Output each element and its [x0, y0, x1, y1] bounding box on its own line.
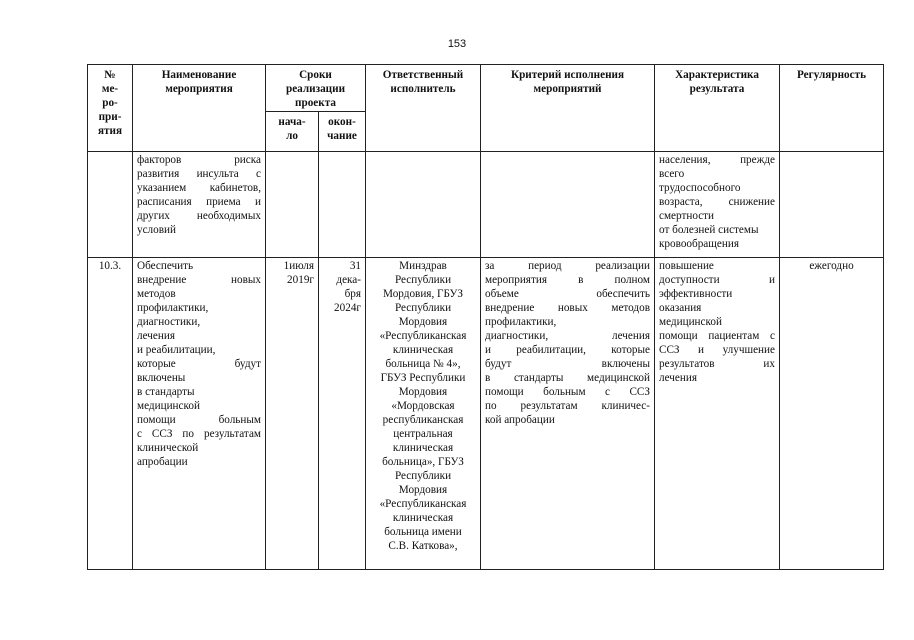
text-line: указанием кабинетов,	[137, 182, 261, 194]
header-name	[133, 65, 266, 152]
text-line: клиническая	[392, 512, 454, 524]
text-line: лечения	[137, 330, 175, 342]
text-line: республиканская	[382, 414, 464, 426]
text-line: кой апробации	[485, 414, 555, 426]
text-line: которые будут	[137, 358, 261, 370]
text-line: Обеспечить	[137, 260, 194, 272]
header-criterion	[481, 65, 655, 152]
text-line: включены	[137, 372, 186, 384]
text-line: проекта	[295, 97, 336, 109]
text-line: апробации	[137, 456, 188, 468]
text-line: Ответственный	[382, 69, 464, 81]
text-line: Сроки	[299, 69, 332, 81]
text-line: объеме обеспечить	[485, 288, 650, 300]
text-line: за период реализации	[485, 260, 650, 272]
cell-name	[133, 152, 266, 258]
header-start	[266, 112, 319, 152]
cell-start	[266, 152, 319, 258]
header-terms	[266, 65, 366, 112]
text-line: диагностики, лечения	[485, 330, 650, 342]
text-line: Республики	[394, 470, 452, 482]
text-line: возраста, снижение	[659, 196, 775, 208]
text-line: С.В. Каткова»,	[388, 540, 458, 552]
text-line: больница», ГБУЗ	[382, 456, 464, 468]
text-line: Республики	[394, 274, 452, 286]
header-number	[88, 65, 133, 152]
text-line: Мордовия	[398, 316, 448, 328]
header-result	[655, 65, 780, 152]
text-line: «Республиканская	[379, 498, 467, 510]
text-line: Республики	[394, 302, 452, 314]
text-line: мероприятия	[165, 83, 233, 95]
text-line: центральная	[393, 428, 453, 440]
text-line: помощи больным	[137, 414, 261, 426]
header-end	[319, 112, 366, 152]
text-line: чание	[327, 130, 357, 142]
header-executor	[366, 65, 481, 152]
table-row	[88, 152, 884, 258]
cell-name	[133, 258, 266, 570]
text-line: ССЗ и улучшение	[659, 344, 775, 356]
text-line: внедрение новых	[137, 274, 261, 286]
text-line: исполнитель	[390, 83, 456, 95]
text-line: развития инсульта с	[137, 168, 261, 180]
text-line: бря	[344, 288, 361, 300]
cell-executor	[366, 258, 481, 570]
text-line: нача-	[278, 116, 306, 128]
text-line: «Мордовская	[391, 400, 455, 412]
text-line: ме-	[101, 83, 119, 95]
action-plan-table	[87, 64, 884, 570]
text-line: факторов риска	[137, 154, 261, 166]
text-line: помощи пациентам с	[659, 330, 775, 342]
text-line: 1июля	[283, 260, 314, 272]
text-line: профилактики,	[485, 316, 557, 328]
text-line: клинической	[137, 442, 199, 454]
text-line: больница № 4»,	[385, 358, 461, 370]
text-line: медицинской	[137, 400, 200, 412]
text-line: эффективности	[659, 288, 733, 300]
text-line: №	[104, 69, 116, 81]
text-line: профилактики,	[137, 302, 209, 314]
text-line: больница имени	[384, 526, 462, 538]
text-line: при-	[98, 111, 122, 123]
cell-regularity	[780, 152, 884, 258]
cell-end	[319, 258, 366, 570]
text-line: ро-	[102, 97, 118, 109]
text-line: лечения	[659, 372, 697, 384]
text-line: в стандарты	[137, 386, 195, 398]
text-line: и реабилитации,	[137, 344, 216, 356]
text-line: в стандарты медицинской	[485, 372, 650, 384]
text-line: доступности и	[659, 274, 775, 286]
text-line: Минздрав	[399, 260, 447, 272]
text-line: всего	[659, 168, 685, 180]
text-line: смертности	[659, 210, 715, 222]
cell-criterion	[481, 152, 655, 258]
text-line: методов	[137, 288, 176, 300]
text-line: «Республиканская	[379, 330, 467, 342]
page-number: 153	[447, 38, 467, 50]
text-line: клиническая	[392, 344, 454, 356]
text-line: 31	[349, 260, 361, 272]
text-line: реализации	[285, 83, 346, 95]
text-line: ло	[286, 130, 298, 142]
text-line: мероприятия в полном	[485, 274, 650, 286]
text-line: кровообращения	[659, 238, 739, 250]
text-line: и реабилитации, которые	[485, 344, 650, 356]
text-line: окон-	[328, 116, 356, 128]
text-line: трудоспособного	[659, 182, 741, 194]
text-line: повышение	[659, 260, 714, 272]
text-line: по результатам клиничес-	[485, 400, 650, 412]
text-line: внедрение новых методов	[485, 302, 650, 314]
text-line: Мордовия, ГБУЗ	[383, 288, 463, 300]
text-line: от болезней системы	[659, 224, 759, 236]
text-line: дека-	[336, 274, 361, 286]
text-line: Наименование	[161, 69, 237, 81]
text-line: населения, прежде	[659, 154, 775, 166]
text-line: ГБУЗ Республики	[380, 372, 466, 384]
text-line: других необходимых	[137, 210, 261, 222]
cell-result	[655, 258, 780, 570]
text-line: расписания приема и	[137, 196, 261, 208]
text-line: 2024г	[334, 302, 361, 314]
text-line: с ССЗ по результатам	[137, 428, 261, 440]
text-line: оказания	[659, 302, 702, 314]
text-line: условий	[137, 224, 176, 236]
text-line: Мордовия	[398, 386, 448, 398]
cell-start	[266, 258, 319, 570]
text-line: результатов их	[659, 358, 775, 370]
text-line: помощи больным с ССЗ	[485, 386, 650, 398]
cell-criterion	[481, 258, 655, 570]
text-line: диагностики,	[137, 316, 201, 328]
text-line: Мордовия	[398, 484, 448, 496]
cell-number	[88, 152, 133, 258]
cell-number: 10.3.	[88, 258, 133, 570]
text-line: клиническая	[392, 442, 454, 454]
text-line: 2019г	[287, 274, 314, 286]
table-row	[88, 258, 884, 570]
text-line: Характеристика	[675, 69, 759, 81]
text-line: будут включены	[485, 358, 650, 370]
text-line: результата	[689, 83, 745, 95]
cell-executor	[366, 152, 481, 258]
header-regularity: Регулярность	[780, 65, 884, 152]
cell-end	[319, 152, 366, 258]
cell-result	[655, 152, 780, 258]
text-line: Критерий исполнения	[510, 69, 625, 81]
cell-regularity: ежегодно	[780, 258, 884, 570]
text-line: ятия	[97, 125, 123, 137]
text-line: медицинской	[659, 316, 722, 328]
text-line: мероприятий	[533, 83, 602, 95]
